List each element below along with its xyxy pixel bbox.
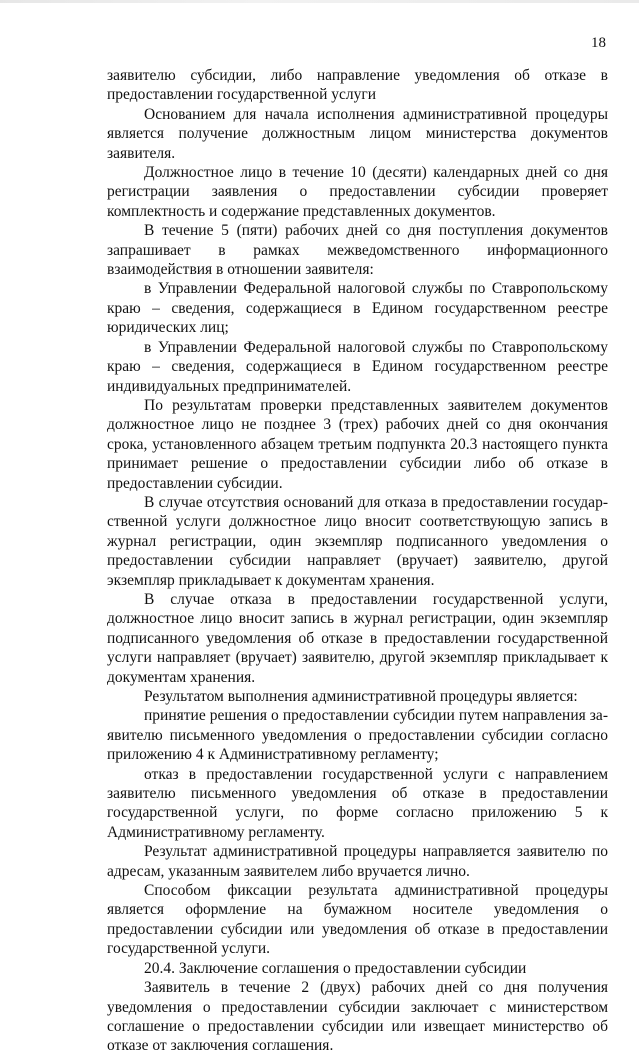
paragraph: Способом фиксации результата административной процедуры является оформление на бумажном носителе уведомления о предоставлении субсидии или уведомления об отказе в предоставлении государственной услуги. bbox=[107, 882, 608, 958]
section-heading: 20.4. Заключение соглашения о предоставлении субсидии bbox=[144, 959, 527, 977]
paragraph: Результатом выполнения административной процедуры является: bbox=[144, 688, 578, 705]
paragraph: В случае отсутствия оснований для отказа в предоставлении государственной услуги должностное лицо вносит соответствующую запись в журнал регистрации, один экземпляр подписанного уведомления о предоставлении субсидии направляет (вручает) заявителю, другой экземпляр прикладывает к документам хранения. bbox=[107, 493, 608, 589]
paragraph: В течение 5 (пяти) рабочих дней со дня поступления документов запрашивает в рамках межведомственного информационного взаимодействия в отношении заявителя: bbox=[107, 222, 608, 279]
paragraph: Заявитель в течение 2 (двух) рабочих дней со дня получения уведомления о предоставлении субсидии заключает с министерством соглашение о предоставлении субсидии или извещает министерство об отказе от заключения соглашения. bbox=[107, 979, 608, 1055]
paragraph: в Управлении Федеральной налоговой службы по Ставропольскому краю – сведения, содержащиеся в Едином государственном реестре индивидуальных предпринимателей. bbox=[107, 338, 608, 395]
scan-edge bbox=[0, 0, 639, 3]
paragraph: По результатам проверки представленных заявителем документов должностное лицо не позднее 3 (трех) рабочих дней со дня окончания срока, установленного абзацем третьим подпункта 20.3 настоящего пункта принимает решение о предоставлении субсидии либо об отказе в предоставлении субсидии. bbox=[107, 396, 608, 492]
paragraph: заявителю субсидии, либо направление уведомления об отказе в предоставлении государственной услуги bbox=[107, 67, 608, 104]
paragraph: В случае отказа в предоставлении государственной услуги, должностное лицо вносит запись в журнал регистрации, один экземпляр подписанного уведомления об отказе в предоставлении государственной услуги направляет (вручает) заявителю, другой экземпляр прикладывает к документам хранения. bbox=[107, 590, 608, 686]
paragraph: отказ в предоставлении государственной услуги с направлением заявителю письменного уведомления об отказе в предоставлении государственной услуги, по форме согласно приложению 5 к Административному регламенту. bbox=[107, 765, 608, 841]
paragraph: Должностное лицо в течение 10 (десяти) календарных дней со дня регистрации заявления о предоставлении субсидии проверяет комплектность и содержание представленных документов. bbox=[107, 164, 608, 220]
paragraph: Основанием для начала исполнения административной процедуры является получение должностным лицом министерства документов заявителя. bbox=[107, 105, 608, 162]
page-number: 18 bbox=[591, 35, 606, 51]
document-body bbox=[107, 66, 608, 1056]
paragraph: Результат административной процедуры направляется заявителю по адресам, указанным заявителем либо вручается лично. bbox=[107, 843, 608, 880]
paragraph: в Управлении Федеральной налоговой службы по Ставропольскому краю – сведения, содержащиеся в Едином государственном реестре юридических лиц; bbox=[107, 280, 608, 337]
paragraph: принятие решения о предоставлении субсидии путем направления заявителю письменного уведомления о предоставлении субсидии согласно приложению 4 к Административному регламенту; bbox=[107, 707, 608, 764]
